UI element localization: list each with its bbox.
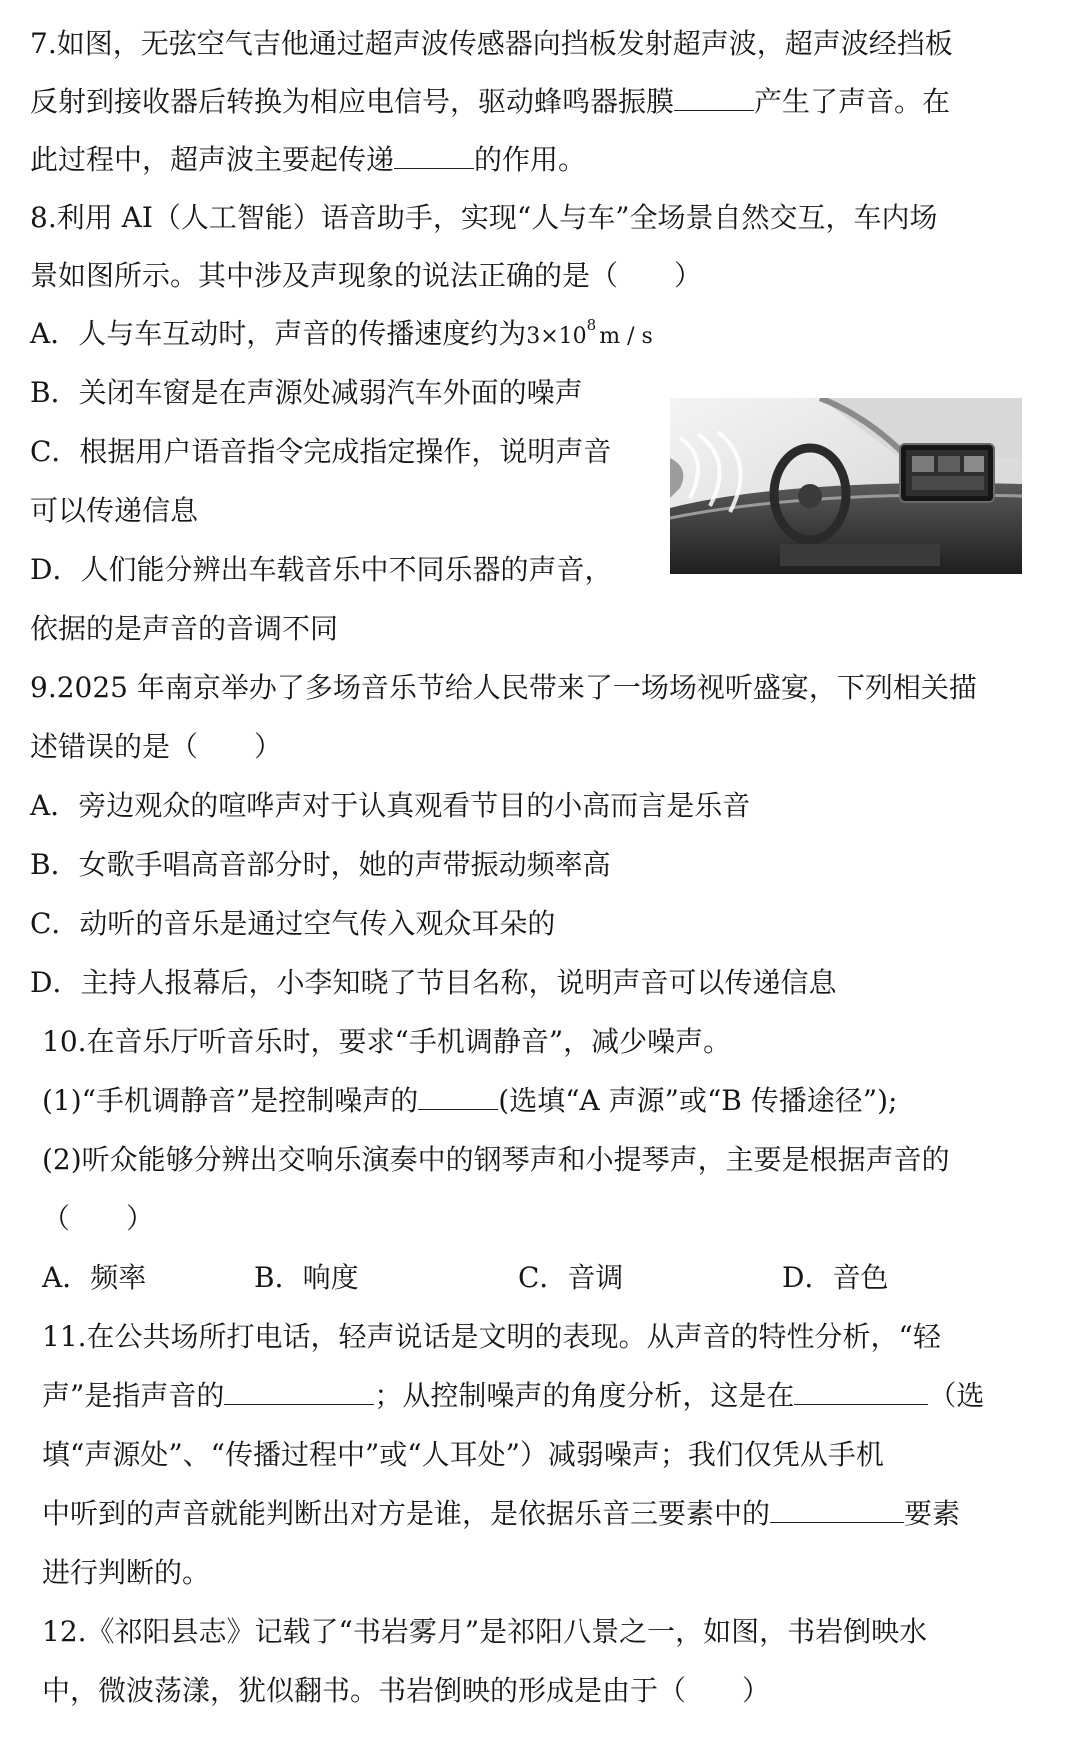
q8-line-1: 8.利用 AI（人工智能）语音助手，实现“人与车”全场景自然交互，车内场 xyxy=(30,201,938,234)
q10-part-1 xyxy=(42,1081,897,1121)
q9-option-b[interactable]: B．女歌手唱高音部分时，她的声带振动频率高 xyxy=(30,848,611,881)
q10-answer-paren[interactable]: （ ） xyxy=(42,1202,155,1235)
q9-line-1: 9.2025 年南京举办了多场音乐节给人民带来了一场场视听盛宴，下列相关描 xyxy=(30,671,977,704)
q7-answer-blank-2[interactable] xyxy=(394,140,474,169)
q12-line-1: 12.《祁阳县志》记载了“书岩雾月”是祁阳八景之一，如图，书岩倒映水 xyxy=(42,1615,928,1648)
q10-option-a[interactable]: A．频率 xyxy=(42,1261,147,1294)
q11-line-3: 填“声源处”、“传播过程中”或“人耳处”）减弱噪声；我们仅凭从手机 xyxy=(42,1438,884,1471)
car-interior-photo xyxy=(670,398,1022,574)
q8-option-a[interactable] xyxy=(30,314,653,357)
q11-line-5: 进行判断的。 xyxy=(42,1556,211,1589)
q9-line-2: 述错误的是（ ） xyxy=(30,730,283,763)
q11-answer-blank-2[interactable] xyxy=(794,1376,928,1405)
car-interior-illustration xyxy=(670,398,1022,574)
q11-line-1: 11.在公共场所打电话，轻声说话是文明的表现。从声音的特性分析，“轻 xyxy=(42,1320,941,1353)
q10-option-d[interactable]: D．音色 xyxy=(782,1261,889,1294)
q8-line-2: 景如图所示。其中涉及声现象的说法正确的是（ ） xyxy=(30,259,703,292)
q9-option-d[interactable]: D．主持人报幕后，小李知晓了节目名称，说明声音可以传递信息 xyxy=(30,966,837,999)
q8-option-d-line-2: 依据的是声音的音调不同 xyxy=(30,612,339,645)
q7-line-2-text-end: 产生了声音。在 xyxy=(754,85,951,118)
q10-part-2: (2)听众能够分辨出交响乐演奏中的钢琴声和小提琴声，主要是根据声音的 xyxy=(42,1143,950,1176)
q11-line-4-text: 中听到的声音就能判断出对方是谁，是依据乐音三要素中的 xyxy=(42,1497,771,1530)
q8-option-d-line-1[interactable]: D．人们能分辨出车载音乐中不同乐器的声音， xyxy=(30,553,613,586)
q11-line-2-middle: ；从控制噪声的角度分析，这是在 xyxy=(374,1379,795,1412)
q10-option-c[interactable]: C．音调 xyxy=(518,1261,624,1294)
q11-line-2-end: （选 xyxy=(928,1379,985,1412)
q7-line-2 xyxy=(30,82,950,122)
q8-speed-exponent: 8 xyxy=(586,316,597,334)
q11-line-4 xyxy=(42,1494,960,1534)
q7-line-2-text: 反射到接收器后转换为相应电信号，驱动蜂鸣器振膜 xyxy=(30,85,675,118)
q8-speed-base: 3×10 xyxy=(526,324,587,349)
q7-line-3-text-end: 的作用。 xyxy=(474,143,587,176)
q11-answer-blank-3[interactable] xyxy=(770,1494,904,1523)
q8-speed-unit: m / s xyxy=(599,324,653,349)
q11-answer-blank-1[interactable] xyxy=(224,1376,374,1405)
q9-option-c[interactable]: C．动听的音乐是通过空气传入观众耳朵的 xyxy=(30,907,556,940)
q12-line-2: 中，微波荡漾，犹似翻书。书岩倒映的形成是由于（ ） xyxy=(42,1674,771,1707)
q11-line-2 xyxy=(42,1376,984,1416)
q8-option-b[interactable]: B．关闭车窗是在声源处减弱汽车外面的噪声 xyxy=(30,376,583,409)
q7-line-3 xyxy=(30,140,586,180)
q10-part-1-text: (1)“手机调静音”是控制噪声的 xyxy=(42,1084,419,1117)
q11-line-4-end: 要素 xyxy=(904,1497,961,1530)
q10-part-1-hint: (选填“A 声源”或“B 传播途径”); xyxy=(498,1084,898,1117)
q7-line-3-text: 此过程中，超声波主要起传递 xyxy=(30,143,395,176)
q10-option-b[interactable]: B．响度 xyxy=(254,1261,359,1294)
q10-answer-blank[interactable] xyxy=(418,1081,498,1110)
q10-line-1: 10.在音乐厅听音乐时，要求“手机调静音”，减少噪声。 xyxy=(42,1025,732,1058)
q8-option-c-line-1[interactable]: C．根据用户语音指令完成指定操作，说明声音 xyxy=(30,435,612,468)
q8-option-c-line-2: 可以传递信息 xyxy=(30,494,199,527)
q7-answer-blank-1[interactable] xyxy=(674,82,754,111)
q8-option-a-text: A．人与车互动时，声音的传播速度约为 xyxy=(30,317,527,350)
q9-option-a[interactable]: A．旁边观众的喧哗声对于认真观看节目的小高而言是乐音 xyxy=(30,789,751,822)
q7-line-1: 7.如图，无弦空气吉他通过超声波传感器向挡板发射超声波，超声波经挡板 xyxy=(30,27,953,60)
q11-line-2-text: 声”是指声音的 xyxy=(42,1379,225,1412)
